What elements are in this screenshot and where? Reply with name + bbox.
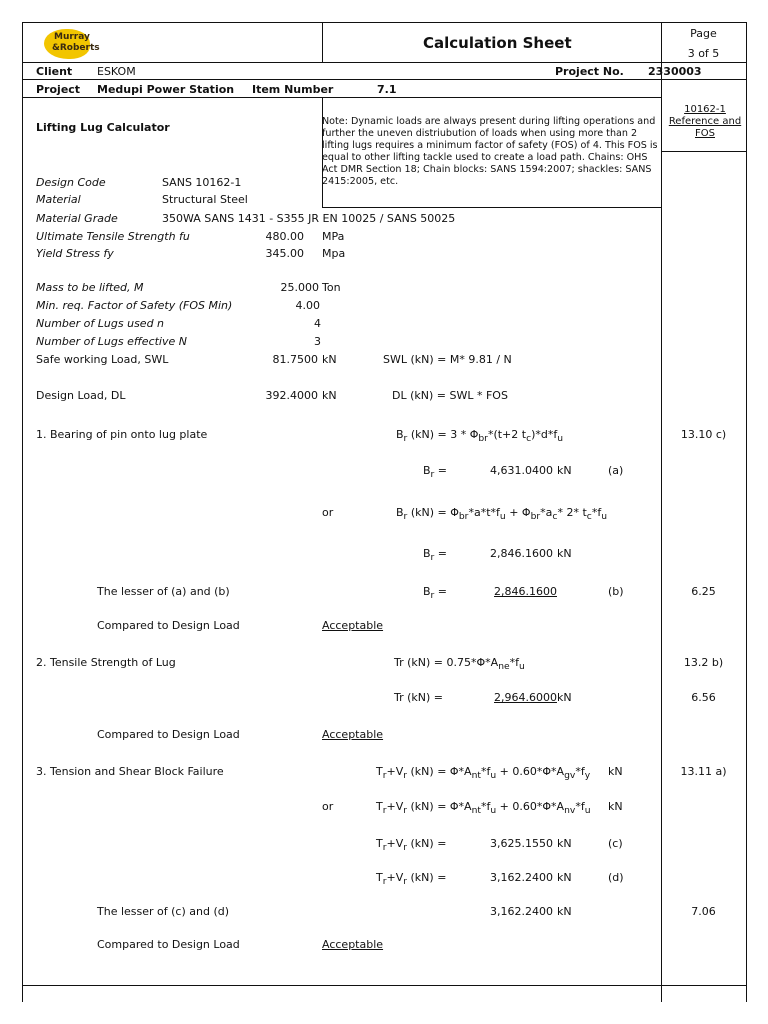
fy-label: Yield Stress fy [36, 247, 114, 260]
material-label: Material [36, 193, 81, 206]
dl-value: 392.4000 [265, 389, 318, 402]
s1-result: Acceptable [322, 619, 384, 632]
s1-br-a-label: $B_r$ = [423, 464, 448, 481]
design-code-label: Design Code [36, 176, 106, 189]
item-number-value: 7.1 [377, 83, 397, 96]
s3-result: Acceptable [322, 938, 384, 951]
lugs-used-value: 4 [314, 317, 321, 330]
s2-tr-label: Tr (kN) = [394, 691, 444, 704]
s1-ref-b: 6.25 [691, 585, 716, 598]
s1-br-b-value: 2,846.1600 [490, 547, 553, 560]
s3-formula-1-unit: kN [608, 765, 623, 778]
sheet-title: Calculation Sheet [423, 34, 572, 52]
dl-unit: kN [322, 389, 337, 402]
s2-tr-unit: kN [557, 691, 572, 704]
s3-lesser-unit: kN [557, 905, 572, 918]
material-value: Structural Steel [162, 193, 248, 206]
note-bottom [322, 207, 661, 208]
border-top [22, 22, 746, 23]
fu-value: 480.00 [265, 230, 304, 243]
page-value: 3 of 5 [687, 47, 720, 60]
ref-column-line [661, 22, 662, 1002]
project-label: Project [36, 83, 81, 96]
s2-title: 2. Tensile Strength of Lug [36, 656, 176, 669]
fos-value: 4.00 [295, 299, 320, 312]
fy-value: 345.00 [265, 247, 304, 260]
s1-ref-a: 13.10 c) [680, 428, 727, 441]
s1-br-a-unit: kN [557, 464, 572, 477]
dl-formula: DL (kN) = SWL * FOS [392, 389, 508, 402]
s2-ref-a: 13.2 b) [683, 656, 724, 669]
header-bottom-line [22, 62, 746, 63]
s3-d-label: $T_r+V_r$ (kN) = [376, 871, 447, 888]
s1-lesser-br-label: $B_r$ = [423, 585, 448, 602]
project-no-value: 2330003 [648, 65, 702, 78]
swl-formula: SWL (kN) = M* 9.81 / N [383, 353, 512, 366]
s1-br-b-unit: kN [557, 547, 572, 560]
s3-tag-d: (d) [608, 871, 624, 884]
s1-formula-a: $B_r$ $(kN) = 3 * \Phi_{br}*(t+2$ $t_c)*d*f_u$ [396, 428, 564, 445]
s2-result: Acceptable [322, 728, 384, 741]
mass-unit: Ton [322, 281, 341, 294]
swl-value: 81.7500 [272, 353, 318, 366]
s1-title: 1. Bearing of pin onto lug plate [36, 428, 208, 441]
s1-tag-b: (b) [608, 585, 624, 598]
project-no-label: Project No. [555, 65, 624, 78]
client-label: Client [36, 65, 73, 78]
lugs-effective-value: 3 [314, 335, 321, 348]
logo-line-2: &Roberts [52, 43, 100, 53]
dl-label: Design Load, DL [36, 389, 126, 402]
lugs-used-label: Number of Lugs used n [36, 317, 165, 330]
s1-formula-b: $B_r$ $(kN) = \Phi_{br}*a*t*f_u + \Phi_{br}*a_c*$ 2* $t_c*f_u$ [396, 506, 607, 523]
company-logo [44, 29, 108, 59]
s2-formula: Tr $(kN) = 0.75*\Phi*A_{ne}*f_u$ [394, 656, 525, 673]
s3-or: or [322, 800, 334, 813]
s1-compare-label: Compared to Design Load [97, 619, 240, 632]
section-title: Lifting Lug Calculator [36, 121, 170, 134]
reference-header: 10162-1 Reference and FOS [668, 104, 742, 139]
s3-formula-2-unit: kN [608, 800, 623, 813]
s2-compare-label: Compared to Design Load [97, 728, 240, 741]
border-left [22, 22, 23, 1002]
material-grade-value: 350WA SANS 1431 - S355 JR EN 10025 / SANS 50025 [162, 212, 456, 225]
swl-label: Safe working Load, SWL [36, 353, 169, 366]
s3-ref-b: 7.06 [691, 905, 716, 918]
s1-br-a-value: 4,631.0400 [490, 464, 553, 477]
project-value: Medupi Power Station [97, 83, 235, 96]
s3-c-unit: kN [557, 837, 572, 850]
note-top [322, 97, 661, 98]
bottom-line [22, 985, 746, 986]
mass-label: Mass to be lifted, M [36, 281, 144, 294]
mass-value: 25.000 [280, 281, 319, 294]
s3-lesser-label: The lesser of (c) and (d) [97, 905, 230, 918]
s2-tr-value: 2,964.6000 [494, 691, 557, 704]
s1-lesser-value: 2,846.1600 [494, 585, 557, 598]
page-label: Page [690, 27, 717, 40]
s2-ref-b: 6.56 [691, 691, 716, 704]
s1-lesser-label: The lesser of (a) and (b) [97, 585, 230, 598]
s3-d-value: 3,162.2400 [490, 871, 553, 884]
material-grade-label: Material Grade [36, 212, 118, 225]
ref-header-bottom [661, 151, 746, 152]
s1-tag-a: (a) [608, 464, 624, 477]
fos-label: Min. req. Factor of Safety (FOS Min) [36, 299, 233, 312]
s3-tag-c: (c) [608, 837, 623, 850]
s3-compare-label: Compared to Design Load [97, 938, 240, 951]
s3-d-unit: kN [557, 871, 572, 884]
client-value: ESKOM [97, 65, 136, 78]
s3-ref-a: 13.11 a) [680, 765, 727, 778]
header-divider-1 [322, 22, 323, 62]
s3-formula-2: $T_r+V_r$ $(kN) = \Phi*A_{nt}*f_u + 0.60*\Phi*A_{nv}*f_u$ [376, 800, 591, 817]
info-line-2 [22, 97, 322, 98]
s3-c-label: $T_r+V_r$ (kN) = [376, 837, 447, 854]
s3-formula-1: $T_r+V_r$ $(kN) = \Phi*A_{nt}*f_u + 0.60*\Phi*A_{gv}*f_y$ [376, 765, 591, 782]
border-right [746, 22, 747, 1002]
fu-unit: MPa [322, 230, 345, 243]
swl-unit: kN [322, 353, 337, 366]
fu-label: Ultimate Tensile Strength fu [36, 230, 190, 243]
logo-line-1: Murray [54, 32, 90, 42]
lugs-effective-label: Number of Lugs effective N [36, 335, 187, 348]
note-text: Note: Dynamic loads are always present during lifting operations and further the uneven distriubution of loads when using more than 2 lifting lugs requires a minimum factor of safety (FOS) of 4. This FOS is equal to other lifting tackle used to create a load path. Chains: OHS Act DMR Section 18; Chain blocks: SANS 1594:2007; shackles: SANS 2415:2005, etc. [322, 116, 658, 187]
s3-c-value: 3,625.1550 [490, 837, 553, 850]
fy-unit: Mpa [322, 247, 346, 260]
s1-or: or [322, 506, 334, 519]
s3-lesser-value: 3,162.2400 [490, 905, 553, 918]
design-code-value: SANS 10162-1 [162, 176, 242, 189]
s1-br-b-label: $B_r$ = [423, 547, 448, 564]
item-number-label: Item Number [252, 83, 334, 96]
info-line-1 [22, 79, 746, 80]
s3-title: 3. Tension and Shear Block Failure [36, 765, 224, 778]
